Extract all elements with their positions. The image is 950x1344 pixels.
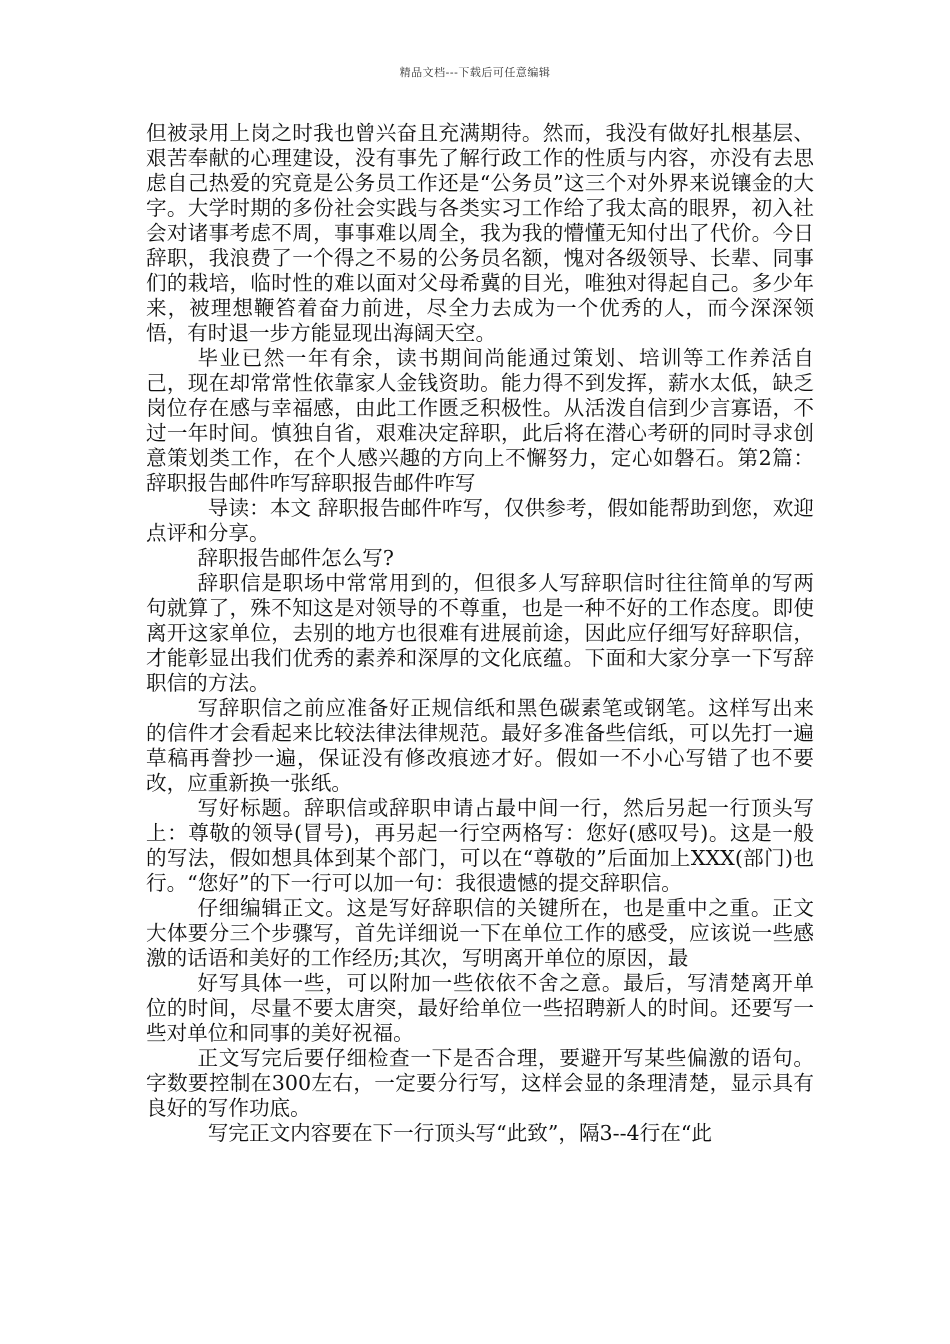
document-body (146, 121, 814, 1146)
paragraph-resignation-intro: 辞职信是职场中常常用到的，但很多人写辞职信时往往简单的写两句就算了，殊不知这是对领导的不尊重，也是一种不好的工作态度。即使离开这家单位，去别的地方也很难有进展前途，因此应仔细写好辞职信，才能彰显出我们优秀的素养和深厚的文化底蕴。下面和大家分享一下写辞职信的方法。 (146, 571, 814, 695)
paragraph-prepare-paper: 写辞职信之前应准备好正规信纸和黑色碳素笔或钢笔。这样写出来的信件才会看起来比较法律法律规范。最好多准备些信纸，可以先打一遍草稿再誊抄一遍，保证没有修改痕迹才好。假如一不小心写错了也不要改，应重新换一张纸。 (146, 696, 814, 795)
paragraph-continued: 但被录用上岗之时我也曾兴奋且充满期待。然而，我没有做好扎根基层、艰苦奉献的心理建设，没有事先了解行政工作的性质与内容，亦没有去思虑自己热爱的究竟是公务员工作还是“公务员”这三个对外界来说镶金的大字。大学时期的多份社会实践与各类实习工作给了我太高的眼界，初入社会对诸事考虑不周，事事难以周全，我为我的懵懂无知付出了代价。今日辞职，我浪费了一个得之不易的公务员名额，愧对各级领导、长辈、同事们的栽培，临时性的难以面对父母希冀的目光，唯独对得起自己。多少年来，被理想鞭笞着奋力前进，尽全力去成为一个优秀的人，而今深深领悟，有时退一步方能显现出海阔天空。 (146, 121, 814, 345)
paragraph-write-title: 写好标题。辞职信或辞职申请占最中间一行，然后另起一行顶头写上：尊敬的领导(冒号)，再另起一行空两格写：您好(感叹号)。这是一般的写法，假如想具体到某个部门，可以在“尊敬的”后面加上XXX(部门)也行。“您好”的下一行可以加一句：我很遗憾的提交辞职信。 (146, 796, 814, 895)
paragraph-graduation: 毕业已然一年有余，读书期间尚能通过策划、培训等工作养活自己，现在却常常性依靠家人金钱资助。能力得不到发挥，薪水太低，缺乏岗位存在感与幸福感，由此工作匮乏积极性。从活泼自信到少言寡语，不过一年时间。慎独自省，艰难决定辞职，此后将在潜心考研的同时寻求创意策划类工作，在个人感兴趣的方向上不懈努力，定心如磐石。第2篇：辞职报告邮件咋写辞职报告邮件咋写 (146, 346, 814, 495)
paragraph-guide: 导读：本文 辞职报告邮件咋写，仅供参考，假如能帮助到您，欢迎点评和分享。 (146, 496, 814, 545)
paragraph-edit-body: 仔细编辑正文。这是写好辞职信的关键所在，也是重中之重。正文大体要分三个步骤写，首先详细说一下在单位工作的感受，应该说一些感激的话语和美好的工作经历;其次，写明离开单位的原因，最 (146, 896, 814, 970)
paragraph-check-body: 正文写完后要仔细检查一下是否合理，要避开写某些偏激的语句。字数要控制在300左右，一定要分行写，这样会显的条理清楚，显示具有良好的写作功底。 (146, 1046, 814, 1120)
paragraph-closing: 写完正文内容要在下一行顶头写“此致”，隔3--4行在“此 (207, 1121, 712, 1145)
page-header: 精品文档---下载后可任意编辑 (399, 66, 551, 79)
paragraph-question-heading: 辞职报告邮件怎么写? (197, 546, 394, 570)
paragraph-body-detail: 好写具体一些，可以附加一些依依不舍之意。最后，写清楚离开单位的时间，尽量不要太唐突，最好给单位一些招聘新人的时间。还要写一些对单位和同事的美好祝福。 (146, 971, 814, 1045)
